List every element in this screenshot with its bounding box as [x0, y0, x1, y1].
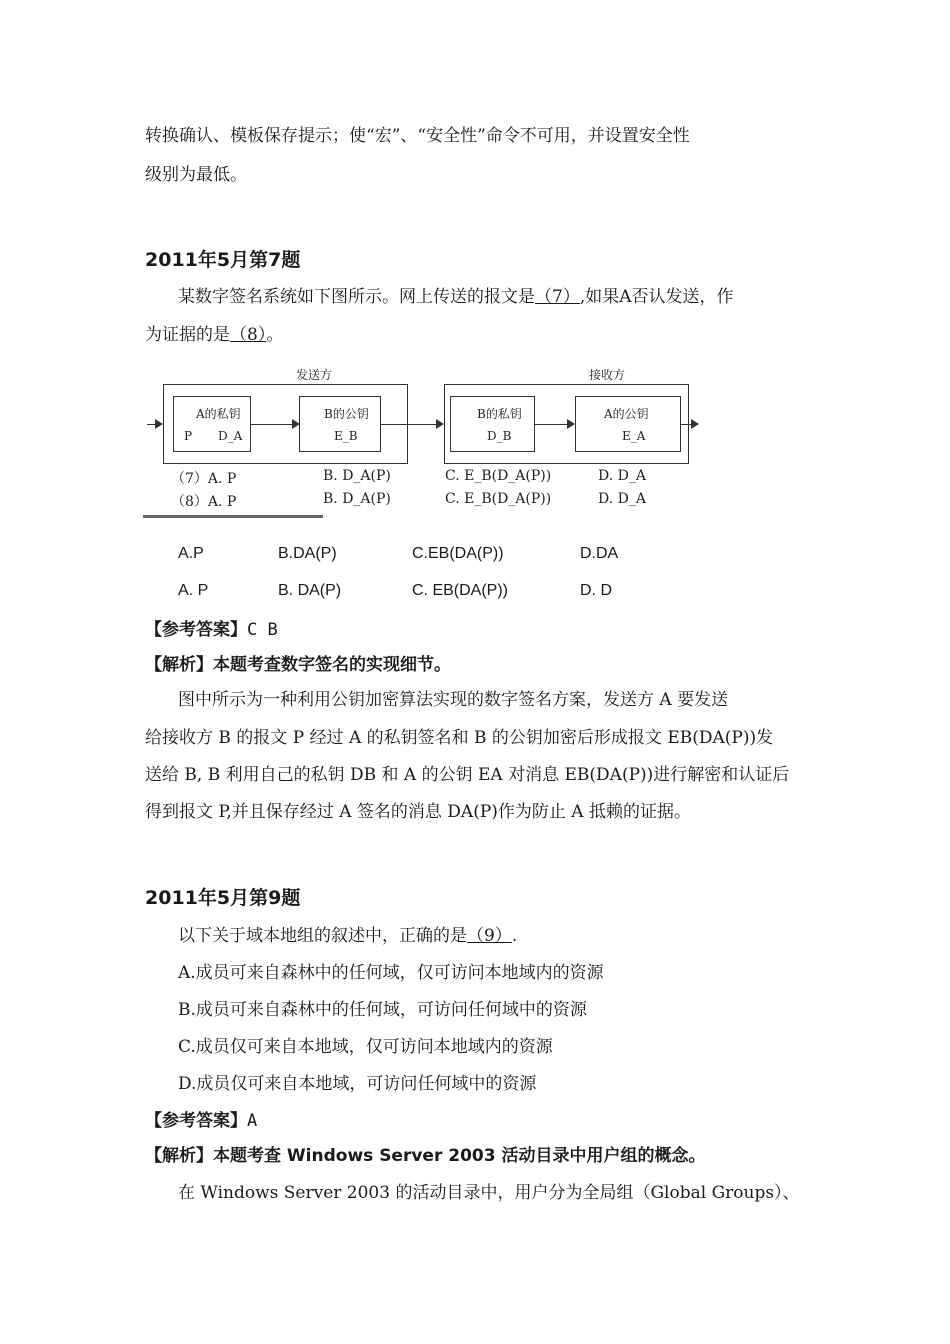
- blank-8: （8）: [230, 325, 267, 345]
- output-arrowhead: [691, 419, 699, 429]
- box-a-public-key: A的公钥 E_A: [575, 396, 681, 452]
- q7-option-b-row2: B. DA(P): [278, 582, 342, 599]
- blank-9: （9）: [467, 926, 512, 946]
- q7-option-b-row1: B.DA(P): [278, 545, 337, 562]
- diagram-row8-d: D. D_A: [598, 491, 646, 507]
- q9-title: 2011年5月第9题: [145, 887, 301, 909]
- diagram-row7-c: C. E_B(D_A(P)): [445, 468, 552, 484]
- q7-analysis-line-4: 得到报文 P,并且保存经过 A 签名的消息 DA(P)作为防止 A 抵赖的证据。: [145, 802, 691, 822]
- digital-signature-diagram: [143, 366, 703, 518]
- sender-label: 发送方: [296, 368, 333, 382]
- q9-analysis-line-1: 在 Windows Server 2003 的活动目录中，用户分为全局组（Global Groups）、: [178, 1183, 800, 1203]
- q7-title: 2011年5月第7题: [145, 249, 301, 271]
- receiver-label: 接收方: [589, 368, 626, 382]
- diagram-row7-a: （7）A. P: [171, 471, 237, 487]
- q9-stem: 以下关于域本地组的叙述中，正确的是（9）.: [178, 926, 518, 946]
- q9-option-a: A.成员可来自森林中的任何域，仅可访问本地域内的资源: [178, 963, 604, 983]
- intro-line-2: 级别为最低。: [145, 165, 247, 185]
- diagram-row8-b: B. D_A(P): [323, 491, 391, 507]
- arrow-box3-box4-head: [567, 419, 575, 429]
- q7-analysis-line-2: 给接收方 B 的报文 P 经过 A 的私钥签名和 B 的公钥加密后形成报文 EB(DA(P))发: [145, 728, 774, 748]
- arrow-box3-box4-line: [533, 424, 569, 425]
- q7-answer: 【参考答案】C B: [145, 620, 278, 640]
- box-b-public-key: B的公钥 E_B: [299, 396, 381, 452]
- box-b-private-key: B的私钥 D_B: [450, 396, 535, 452]
- q7-option-a-row1: A.P: [178, 545, 204, 562]
- q7-analysis-line-1: 图中所示为一种利用公钥加密算法实现的数字签名方案，发送方 A 要发送: [178, 690, 729, 710]
- input-arrowhead: [155, 419, 163, 429]
- diagram-row8-a: （8）A. P: [171, 494, 237, 510]
- q9-answer: 【参考答案】A: [145, 1111, 258, 1131]
- q7-option-d-row2: D. D: [580, 582, 612, 599]
- blank-7: （7）: [535, 287, 580, 307]
- arrow-sender-receiver-line: [379, 424, 437, 425]
- scan-edge-line: [143, 515, 323, 518]
- diagram-row7-b: B. D_A(P): [323, 468, 391, 484]
- q9-analysis-heading: 【解析】本题考查 Windows Server 2003 活动目录中用户组的概念。: [145, 1146, 706, 1166]
- q7-analysis-line-3: 送给 B, B 利用自己的私钥 DB 和 A 的公钥 EA 对消息 EB(DA(P))进行解密和认证后: [145, 765, 790, 785]
- diagram-row7-d: D. D_A: [598, 468, 646, 484]
- diagram-row8-c: C. E_B(D_A(P)): [445, 491, 552, 507]
- q7-option-a-row2: A. P: [178, 582, 209, 599]
- q9-option-b: B.成员可来自森林中的任何域，可访问任何域中的资源: [178, 1000, 587, 1020]
- q7-option-d-row1: D.DA: [580, 545, 619, 562]
- intro-line-1: 转换确认、模板保存提示；使“宏”、“安全性”命令不可用，并设置安全性: [145, 126, 690, 146]
- arrow-box1-box2-line: [249, 424, 294, 425]
- q7-option-c-row1: C.EB(DA(P)): [412, 545, 504, 562]
- q7-stem-line-2: 为证据的是（8）。: [145, 325, 284, 345]
- q9-option-d: D.成员仅可来自本地域，可访问任何域中的资源: [178, 1074, 537, 1094]
- q9-option-c: C.成员仅可来自本地域，仅可访问本地域内的资源: [178, 1037, 553, 1057]
- q7-option-c-row2: C. EB(DA(P)): [412, 582, 508, 599]
- arrow-sender-receiver-head: [436, 419, 444, 429]
- q7-analysis-heading: 【解析】本题考查数字签名的实现细节。: [145, 655, 451, 675]
- box-a-private-key: A的私钥 P D_A: [173, 396, 251, 452]
- q7-stem-line-1: 某数字签名系统如下图所示。网上传送的报文是（7）,如果A否认发送，作: [178, 287, 734, 307]
